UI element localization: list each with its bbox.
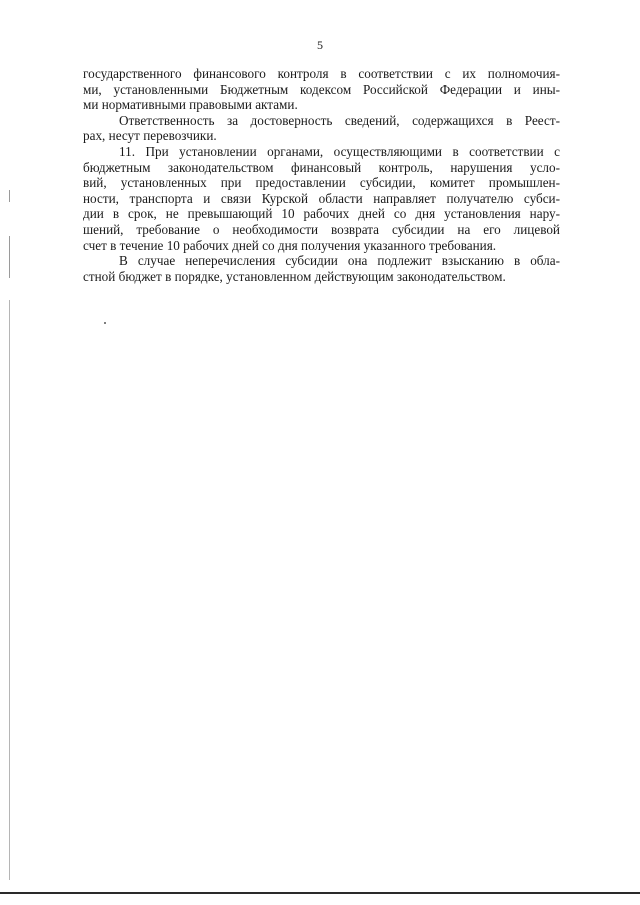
text-line: Ответственность за достоверность сведений, содержащихся в Реест- — [119, 112, 560, 128]
paragraph-3 — [83, 144, 560, 253]
scan-edge-mark — [9, 190, 10, 202]
scan-speck — [104, 322, 106, 324]
scan-bottom-edge — [0, 892, 640, 894]
paragraph-4 — [83, 253, 560, 284]
text-line: 11. При установлении органами, осуществляющими в соответствии с — [119, 143, 560, 159]
text-line: ми нормативными правовыми актами. — [83, 97, 298, 113]
scan-edge-mark — [9, 300, 10, 880]
text-line: стной бюджет в порядке, установленном действующим законодательством. — [83, 268, 506, 284]
text-line: шений, требование о необходимости возврата субсидии на его лицевой — [83, 221, 560, 237]
paragraph-1 — [83, 66, 560, 113]
text-line: ности, транспорта и связи Курской области направляет получателю субси- — [83, 190, 560, 206]
text-line: рах, несут перевозчики. — [83, 128, 217, 144]
document-body — [83, 66, 560, 284]
text-line: вий, установленных при предоставлении субсидии, комитет промышлен- — [83, 175, 560, 191]
text-line: счет в течение 10 рабочих дней со дня получения указанного требования. — [83, 237, 497, 253]
text-line: ми, установленными Бюджетным кодексом Российской Федерации и ины- — [83, 81, 560, 97]
text-line: государственного финансового контроля в соответствии с их полномочия- — [83, 66, 560, 81]
scan-edge-mark — [9, 236, 10, 278]
text-line: В случае неперечисления субсидии она подлежит взысканию в обла- — [119, 253, 560, 269]
paragraph-2 — [83, 113, 560, 144]
text-line: дии в срок, не превышающий 10 рабочих дней со дня установления нару- — [83, 206, 560, 222]
text-line: бюджетным законодательством финансовый контроль, нарушения усло- — [83, 159, 560, 175]
page-number: 5 — [317, 38, 323, 52]
